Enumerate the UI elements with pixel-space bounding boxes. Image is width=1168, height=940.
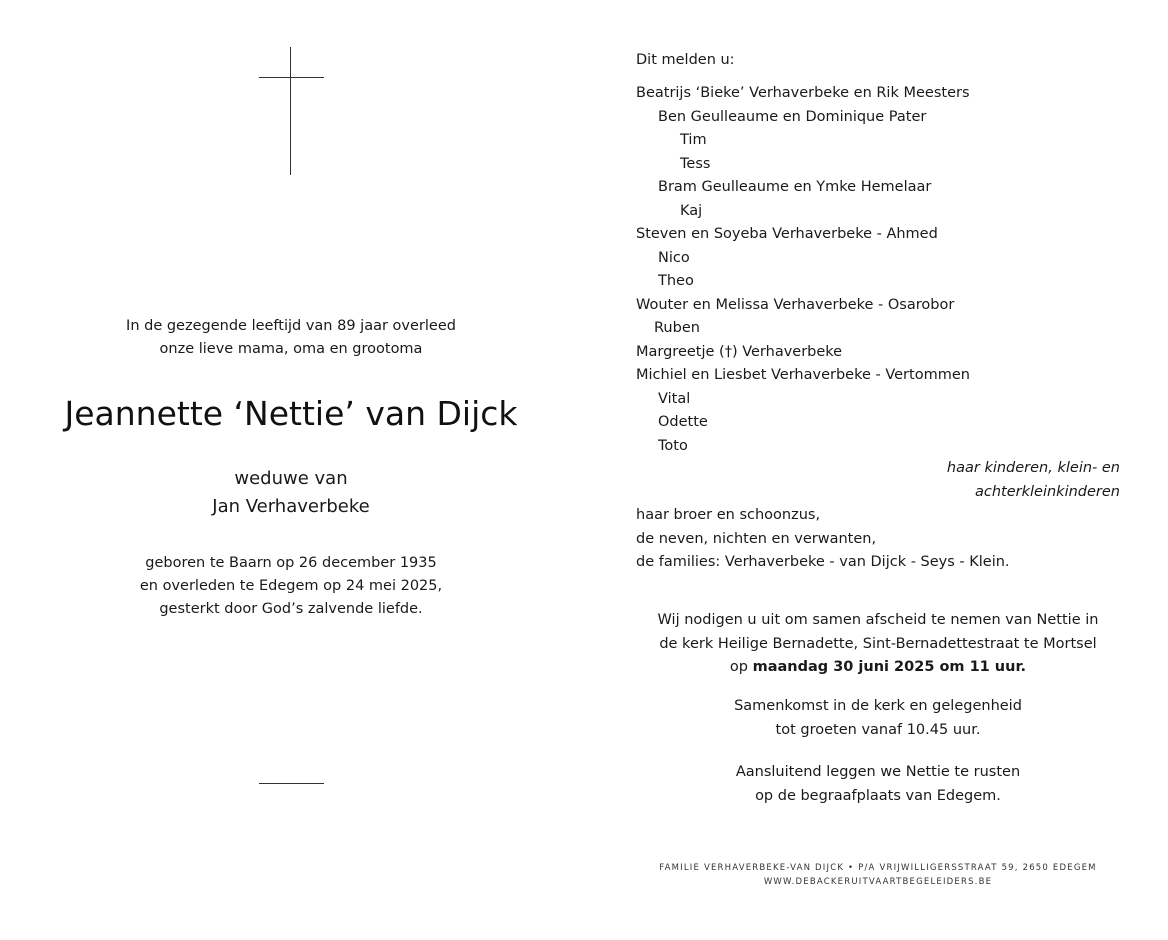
family-member: Beatrijs ‘Bieke’ Verhaverbeke en Rik Meesters <box>636 85 970 101</box>
invitation-date-line <box>636 656 1120 680</box>
widow-label: weduwe van <box>234 468 348 489</box>
life-line: gesterkt door God’s zalvende liefde. <box>159 601 423 617</box>
family-member: Wouter en Melissa Verhaverbeke - Osarobor <box>636 296 955 313</box>
announce-heading: Dit melden u: <box>636 52 735 68</box>
life-details <box>40 552 542 621</box>
footer-website: WWW.DEBACKERUITVAARTBEGELEIDERS.BE <box>763 877 993 887</box>
family-member: Bram Geulleaume en Ymke Hemelaar <box>658 179 932 195</box>
family-member: Odette <box>658 414 708 430</box>
relation-line: haar kinderen, klein- en <box>946 460 1120 476</box>
family-member: Vital <box>658 390 691 407</box>
family-member: Nico <box>658 249 690 266</box>
intro-line: In de gezegende leeftijd van 89 jaar overleed <box>126 318 456 334</box>
footer-address: FAMILIE VERHAVERBEKE-VAN DIJCK • P/A VRIJWILLIGERSSTRAAT 59, 2650 EDEGEM <box>659 863 1097 873</box>
intro-line: onze lieve mama, oma en grootoma <box>159 341 423 357</box>
widow-block <box>40 465 542 521</box>
family-member: Toto <box>658 437 688 454</box>
other-relatives <box>636 504 1010 575</box>
family-member: Tim <box>680 132 707 148</box>
gathering-info <box>636 695 1120 742</box>
family-member: Theo <box>658 273 694 289</box>
widow-of-name: Jan Verhaverbeke <box>212 496 370 517</box>
burial-line: Aansluitend leggen we Nettie te rusten <box>735 764 1021 780</box>
family-member: Michiel en Liesbet Verhaverbeke - Vertommen <box>636 367 970 383</box>
family-member: Tess <box>680 155 711 172</box>
invitation-date-prefix: op <box>729 659 753 675</box>
invitation-line: Wij nodigen u uit om samen afscheid te nemen van Nettie in <box>657 612 1099 628</box>
relation-line: achterkleinkinderen <box>975 483 1120 500</box>
family-member: Steven en Soyeba Verhaverbeke - Ahmed <box>636 226 938 242</box>
gathering-line: tot groeten vanaf 10.45 uur. <box>775 721 981 738</box>
family-member: Ruben <box>654 320 700 336</box>
invitation-line: de kerk Heilige Bernadette, Sint-Bernadettestraat te Mortsel <box>659 635 1097 652</box>
other-relatives-line: de neven, nichten en verwanten, <box>636 530 877 547</box>
family-member: Ben Geulleaume en Dominique Pater <box>658 108 927 125</box>
funeral-invitation <box>636 609 1120 680</box>
ceremony-date: maandag 30 juni 2025 om 11 uur. <box>752 659 1027 675</box>
other-relatives-line: de families: Verhaverbeke - van Dijck - Seys - Klein. <box>636 554 1010 570</box>
cross-icon-horizontal <box>259 77 324 78</box>
life-line: en overleden te Edegem op 24 mei 2025, <box>139 578 443 594</box>
burial-info <box>636 761 1120 808</box>
other-relatives-line: haar broer en schoonzus, <box>636 507 821 523</box>
divider-line <box>259 783 324 784</box>
family-list <box>636 82 1126 458</box>
life-line: geboren te Baarn op 26 december 1935 <box>145 555 437 571</box>
burial-line: op de begraafplaats van Edegem. <box>755 787 1001 804</box>
family-member: Kaj <box>680 202 703 219</box>
cross-icon-vertical <box>290 47 291 175</box>
deceased-name: Jeannette ‘Nettie’ van Dijck <box>64 394 518 433</box>
relation-note <box>947 457 1120 504</box>
gathering-line: Samenkomst in de kerk en gelegenheid <box>734 698 1022 714</box>
family-member: Margreetje (†) Verhaverbeke <box>636 343 843 360</box>
intro-text <box>40 315 542 361</box>
